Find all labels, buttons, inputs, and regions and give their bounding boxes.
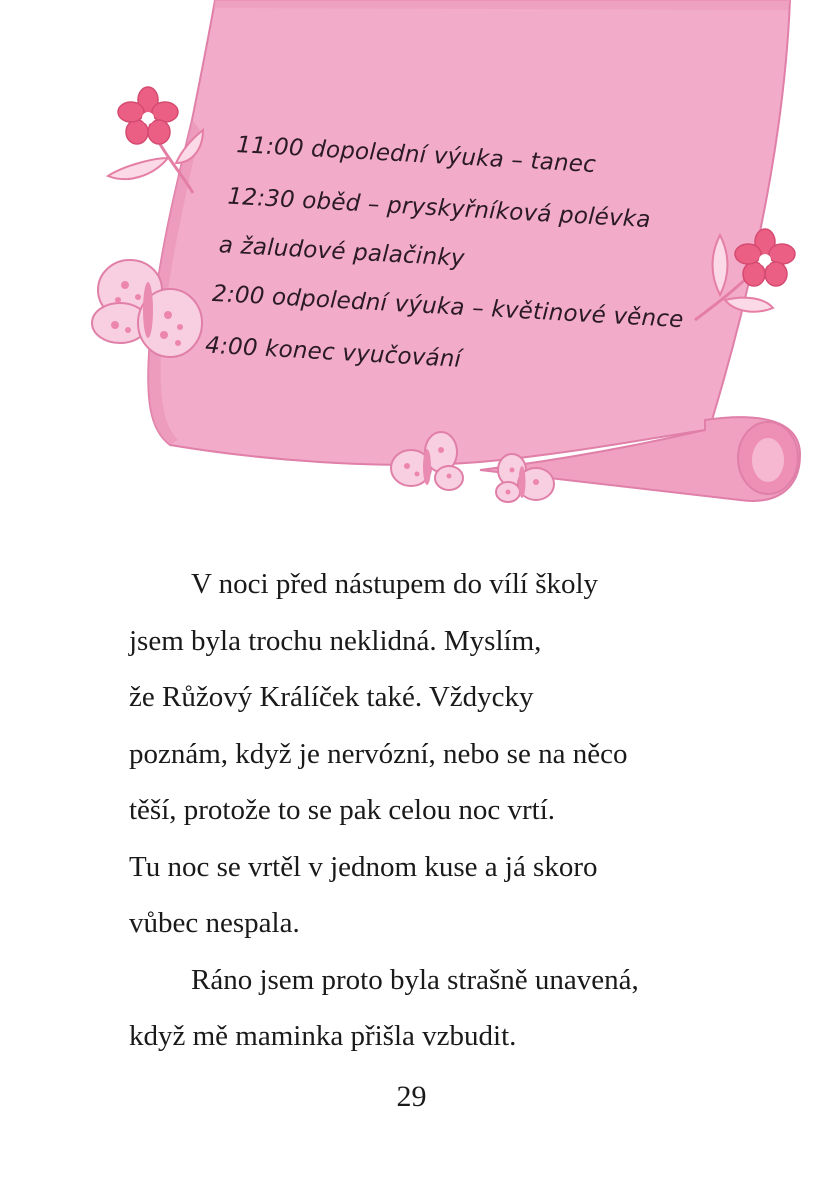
scroll-illustration <box>0 0 823 520</box>
text-line: těší, protože to se pak celou noc vrtí. <box>129 794 556 826</box>
text-line: když mě maminka přišla vzbudit. <box>129 1020 517 1052</box>
schedule-line: 2:00 odpolední výuka – květinové věnce <box>211 280 685 334</box>
story-text <box>129 556 729 1065</box>
schedule-line: 4:00 konec vyučování <box>204 332 462 373</box>
schedule-line: 12:30 oběd – pryskyřníková polévka <box>226 183 652 234</box>
paragraph <box>129 556 729 952</box>
text-line: jsem byla trochu neklidná. Myslím, <box>129 624 542 657</box>
text-line: poznám, když je nervózní, nebo se na něco <box>129 737 628 770</box>
text-line: Ráno jsem proto byla strašně unavená, <box>191 963 639 996</box>
paragraph <box>129 952 729 1065</box>
schedule-line: a žaludové palačinky <box>218 232 466 272</box>
text-line: vůbec nespala. <box>129 907 300 939</box>
text-line: že Růžový Králíček také. Vždycky <box>129 681 534 713</box>
text-line: Tu noc se vrtěl v jednom kuse a já skoro <box>129 850 598 883</box>
page-number: 29 <box>396 1080 427 1113</box>
text-line: V noci před nástupem do vílí školy <box>191 568 599 600</box>
schedule-list <box>206 118 719 400</box>
schedule-line: 11:00 dopolední výuka – tanec <box>235 131 597 179</box>
